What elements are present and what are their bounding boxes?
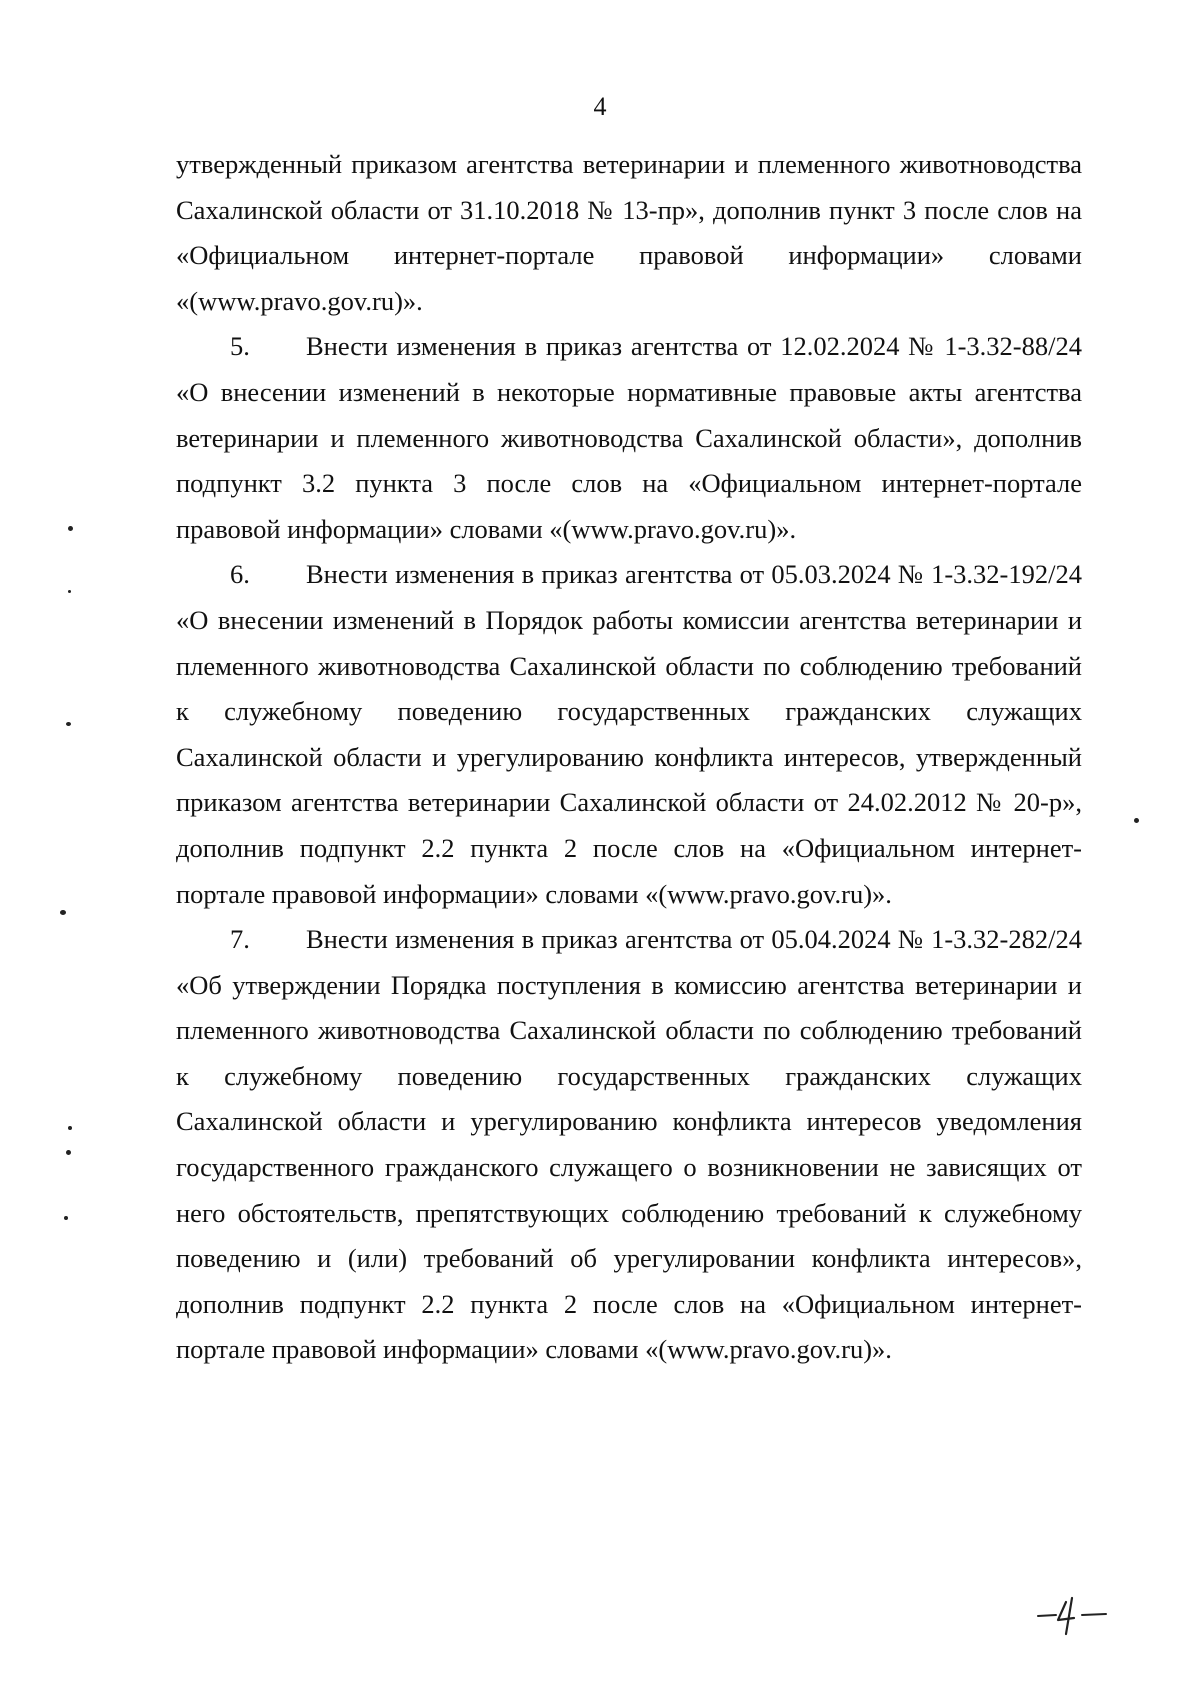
paragraph-item-7 [176, 917, 1082, 1373]
page-number: 4 [593, 92, 607, 121]
paragraph-item-6 [176, 552, 1082, 917]
paragraph-item-5 [176, 324, 1082, 552]
scan-speck [1134, 818, 1139, 823]
item-number: 7. [230, 924, 250, 955]
paragraph-text: утвержденный приказом агентства ветеринарии и племенного животноводства Сахалинской области от 31.10.2018 № 13-пр», дополнив пункт 3 после слов на «Официальном интернет-портале правовой информации» словами «(www.pravo.gov.ru)». [176, 149, 1082, 316]
paragraph-text: Внести изменения в приказ агентства от 12.02.2024 № 1-3.32-88/24 «О внесении изменений в некоторые нормативные правовые акты агентства ветеринарии и племенного животноводства Сахалинской области», дополнив подпункт 3.2 пункта 3 после слов на «Официальном интернет-портале правовой информации» словами «(www.pravo.gov.ru)». [176, 331, 1082, 544]
paragraph-text: Внести изменения в приказ агентства от 05.04.2024 № 1-3.32-282/24 «Об утверждении Порядка поступления в комиссию агентства ветеринарии и племенного животноводства Сахалинской области по соблюдению требований к служебному поведению государственных гражданских служащих Сахалинской области и урегулированию конфликта интересов уведомления государственного гражданского служащего о возникновении не зависящих от него обстоятельств, препятствующих соблюдению требований к служебному поведению и (или) требований об урегулировании конфликта интересов», дополнив подпункт 2.2 пункта 2 после слов на «Официальном интернет-портале правовой информации» словами «(www.pravo.gov.ru)». [176, 924, 1082, 1365]
scan-speck [68, 590, 71, 593]
initials-mark-icon [1036, 1588, 1116, 1638]
scan-speck [66, 722, 71, 726]
item-number: 5. [230, 331, 250, 362]
paragraph-continuation [176, 142, 1082, 324]
paragraph-text: Внести изменения в приказ агентства от 05.03.2024 № 1-3.32-192/24 «О внесении изменений в Порядок работы комиссии агентства ветеринарии и племенного животноводства Сахалинской области по соблюдению требований к служебному поведению государственных гражданских служащих Сахалинской области и урегулированию конфликта интересов, утвержденный приказом агентства ветеринарии Сахалинской области от 24.02.2012 № 20-р», дополнив подпункт 2.2 пункта 2 после слов на «Официальном интернет-портале правовой информации» словами «(www.pravo.gov.ru)». [176, 559, 1082, 909]
item-number: 6. [230, 559, 250, 590]
scan-speck [68, 526, 73, 531]
scan-speck [64, 1216, 68, 1220]
scan-speck [60, 910, 66, 915]
scan-speck [66, 1150, 71, 1155]
scan-speck [68, 1126, 72, 1130]
document-body [176, 142, 1082, 1373]
